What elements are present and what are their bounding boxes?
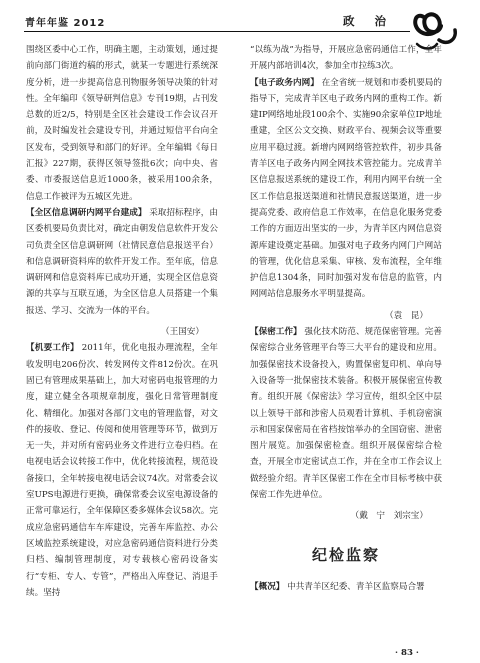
- section-body: 采取招标程序，由区委机要局负责比对，确定由朝发信息软件开发公司负责全区信息调研网（社情民意信息报送平台）和信息调研资料库的软件开发工作。至年底，信息调研网和信息资料库已成功开通，实现全区信息资源的共享与互联互通，为全区信息人员搭建一个集报送、学习、交流为一体的平台。: [26, 207, 218, 316]
- section-info-platform: [26, 205, 218, 319]
- section-secrecy-work: [250, 324, 442, 503]
- author-credit: （袁 昆）: [385, 310, 428, 321]
- paragraph-intro: 围绕区委中心工作，明确主题，主动策划，通过提前向部门街道约稿的形式，就某一专题进行系统深度分析，进一步提高信息刊物服务领导决策的针对性。全年编印《领导研判信息》专刊19期，占刊发总数的近2/5，特别是全区社会建设工作会议召开前，及时编发社会建设专刊，并通过短信平台向全区发布，受到领导和部门的好评。全年编辑《每日汇报》227期，获得区领导签批6次；向中央、省委、市委报送信息近1000条，被采用100余条，信息工作被评为五城区先进。: [26, 45, 218, 202]
- header-section-name: 政 治: [343, 14, 395, 28]
- header-rule: [24, 31, 410, 32]
- header-book-title: 青年年鉴 2012: [25, 18, 106, 29]
- section-heading: 【机要工作】: [26, 343, 79, 354]
- paragraph-continued: “以练为战”为指导，开展应急密码通信工作，全年开展内部培训4次，参加全市拉练3次。: [250, 45, 442, 72]
- right-column: [250, 42, 442, 595]
- section-e-government: [250, 75, 442, 303]
- section-title: 纪检监察: [311, 545, 380, 564]
- section-heading: 【电子政务内网】: [250, 77, 319, 88]
- page-number: · 83 ·: [395, 648, 419, 658]
- left-column: [26, 42, 218, 601]
- section-overview: [250, 579, 442, 595]
- section-confidential-work: [26, 340, 218, 601]
- section-body: 在全省统一规划和市委机要局的指导下，完成青羊区电子政务内网的重构工作。新建IP网络地址段100余个、实施90余家单位IP地址重建，全区公文交换、财政平台、视频会议等重要应用平稳过渡。新增内网网络管控软件，初步具备青羊区电子政务内网全网技术管控能力。完成青羊区信息报送系统的建设工作，利用内网平台统一全区工作信息报送渠道和社情民意报送渠道，进一步提高党委、政府信息工作效率，在信息化服务党委工作的方面迈出坚实的一步，为青羊区内网信息资源库建设奠定基础。加强对电子政务内网门户网站的管理，优化信息采集、审核、发布流程，全年维护信息1304条，同时加强对发布信息的监管，内网网站信息服务水平明显提高。: [250, 77, 442, 300]
- section-body: 中共青羊区纪委、青羊区监察局合署: [287, 581, 425, 592]
- section-heading: 【概况】: [250, 581, 285, 592]
- author-credit: （王国安）: [161, 327, 204, 338]
- section-heading: 【保密工作】: [250, 327, 302, 338]
- author-credit: （戴 宁 刘宗宝）: [350, 511, 428, 522]
- section-body: 强化技术防范、规范保密管理。完善保密综合业务管理平台等三大平台的建设和应用。加强保密技术设备投入，购置保密复印机、单向导入设备等一批保密技术装备。积极开展保密宣传教育。组织开展《保密法》学习宣传，组织全区中层以上领导干部和涉密人员观看计算机、手机窃密演示和国家保密局在省档按馆举办的全国窃密、泄密图片展览。加强保密检查。组织开展保密综合检查，开展全市定密试点工作，并在全市工作会议上做经验介绍。青羊区保密工作在全市目标考核中获保密工作先进单位。: [250, 327, 442, 501]
- running-header: [0, 0, 480, 34]
- section-body: 2011年，优化电报办理流程，全年收发明电206份次、转发网传文件812份次。在巩固已有管理成果基础上，加大对密码电报管理的力度，建立健全各项规章制度，强化日常管理制度化、精细化。加强对各部门文电的管理监督，对文件的接收、登记、传阅和使用管理等环节，做到万无一失，并对所有密码业务文件进行立卷归档。在电视电话会议转接工作中，优化转接流程，规范设备接口，全年转接电视电话会议74次。对常委会议室UPS电源进行更换，确保常委会议室电源设备的正常可靠运行，全年保障区委多媒体会议58次。完成应急密码通信车车库建设，完善车库监控、办公区域监控系统建设，对应急密码通信资料进行分类归档、编制管理制度，对专载核心密码设备实行“专柜、专人、专管”，严格出入库登记、消退手续。坚持: [26, 343, 218, 598]
- section-heading: 【全区信息调研内网平台建成】: [26, 207, 147, 218]
